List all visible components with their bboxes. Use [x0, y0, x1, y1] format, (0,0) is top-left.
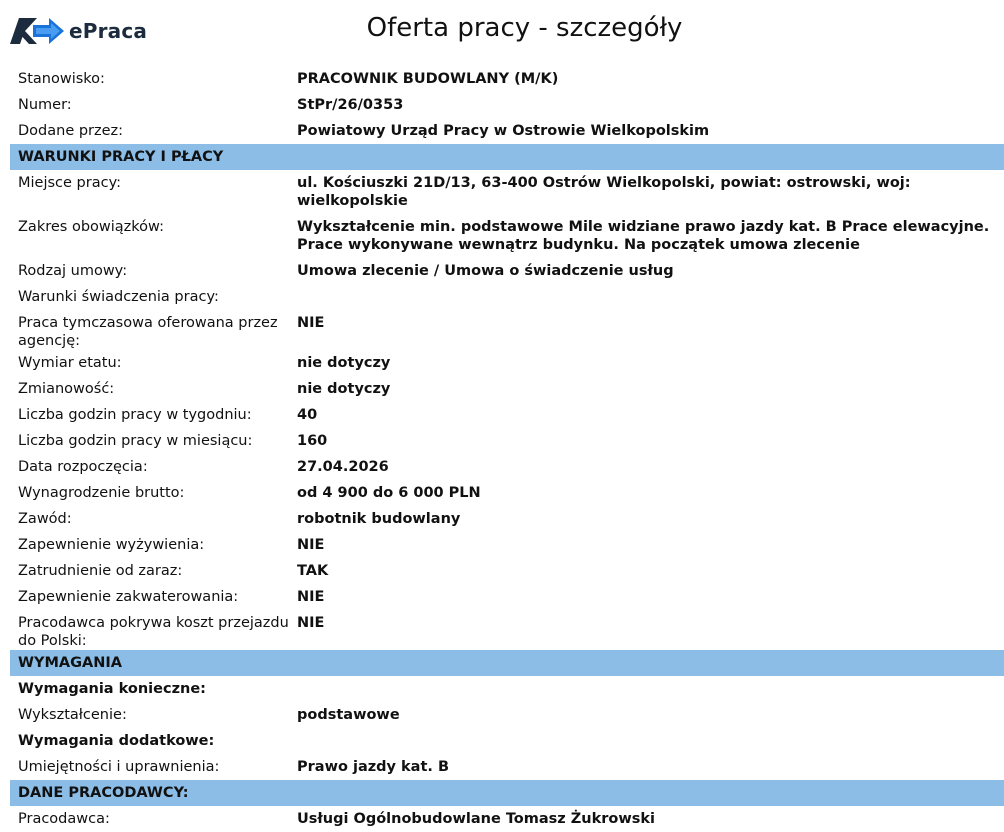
row-value: NIE: [297, 615, 325, 631]
section-header-wymagania: WYMAGANIA: [10, 650, 1004, 676]
logo-text: ePraca: [69, 19, 148, 43]
row-value: nie dotyczy: [297, 355, 391, 371]
detail-row-zakwaterowanie: [10, 584, 1004, 610]
detail-row-pracodawca: [10, 806, 1004, 832]
detail-row-zmianowosc: [10, 376, 1004, 402]
detail-row-godziny-tydzien: [10, 402, 1004, 428]
row-value: StPr/26/0353: [297, 97, 404, 113]
row-label: Pracodawca pokrywa koszt przejazdu do Polski:: [18, 615, 289, 649]
row-label: Warunki świadczenia pracy:: [18, 289, 219, 305]
row-value: 160: [297, 433, 328, 449]
detail-row-zakres-obowiazkow: [10, 214, 1004, 258]
section-header-dane-pracodawcy: DANE PRACODAWCY:: [10, 780, 1004, 806]
detail-row-wyzywienie: [10, 532, 1004, 558]
row-label: Wymiar etatu:: [18, 355, 122, 371]
detail-row-warunki-swiadczenia: [10, 284, 1004, 310]
row-value: Powiatowy Urząd Pracy w Ostrowie Wielkopolskim: [297, 123, 710, 139]
row-label: Zapewnienie zakwaterowania:: [18, 589, 239, 605]
row-label: Liczba godzin pracy w miesiącu:: [18, 433, 253, 449]
row-label: Liczba godzin pracy w tygodniu:: [18, 407, 252, 423]
page-header: [0, 0, 1004, 62]
row-label: Zakres obowiązków:: [18, 219, 164, 235]
detail-row-godziny-miesiac: [10, 428, 1004, 454]
page-title: Oferta pracy - szczegóły: [366, 13, 683, 43]
row-value: Prawo jazdy kat. B: [297, 759, 450, 775]
row-value: od 4 900 do 6 000 PLN: [297, 485, 481, 501]
subheading-wymagania-konieczne: [10, 676, 1004, 702]
row-label: Zapewnienie wyżywienia:: [18, 537, 205, 553]
detail-row-zatrudnienie-od-zaraz: [10, 558, 1004, 584]
row-label: Praca tymczasowa oferowana przez agencję:: [18, 315, 278, 349]
row-label: Zawód:: [18, 511, 72, 527]
detail-row-wynagrodzenie: [10, 480, 1004, 506]
subheading-label: Wymagania dodatkowe:: [18, 733, 215, 749]
row-label: Zmianowość:: [18, 381, 115, 397]
detail-row-praca-tymczasowa: [10, 310, 1004, 350]
row-value: Umowa zlecenie / Umowa o świadczenie usług: [297, 263, 674, 279]
row-value: NIE: [297, 537, 325, 553]
row-value: nie dotyczy: [297, 381, 391, 397]
row-label: Zatrudnienie od zaraz:: [18, 563, 183, 579]
offer-details: [10, 66, 1004, 832]
row-value: [297, 288, 1004, 310]
subheading-label: Wymagania konieczne:: [18, 681, 206, 697]
detail-row-numer: [10, 92, 1004, 118]
detail-row-koszt-przejazdu: [10, 610, 1004, 650]
row-value: NIE: [297, 315, 325, 331]
detail-row-zawod: [10, 506, 1004, 532]
row-label: Pracodawca:: [18, 811, 110, 827]
detail-row-miejsce-pracy: [10, 170, 1004, 214]
row-label: Data rozpoczęcia:: [18, 459, 148, 475]
section-header-warunki: WARUNKI PRACY I PŁACY: [10, 144, 1004, 170]
detail-row-rodzaj-umowy: [10, 258, 1004, 284]
row-label: Stanowisko:: [18, 71, 105, 87]
detail-row-umiejetnosci: [10, 754, 1004, 780]
row-label: Wynagrodzenie brutto:: [18, 485, 185, 501]
row-value: robotnik budowlany: [297, 511, 461, 527]
row-value: PRACOWNIK BUDOWLANY (M/K): [297, 71, 559, 87]
row-label: Rodzaj umowy:: [18, 263, 128, 279]
subheading-wymagania-dodatkowe: [10, 728, 1004, 754]
detail-row-wyksztalcenie: [10, 702, 1004, 728]
row-value: podstawowe: [297, 707, 400, 723]
row-label: Miejsce pracy:: [18, 175, 121, 191]
detail-row-wymiar-etatu: [10, 350, 1004, 376]
row-value: TAK: [297, 563, 329, 579]
row-value: ul. Kościuszki 21D/13, 63-400 Ostrów Wielkopolski, powiat: ostrowski, woj: wielkopolskie: [297, 175, 911, 209]
row-label: Dodane przez:: [18, 123, 124, 139]
row-value: Usługi Ogólnobudowlane Tomasz Żukrowski: [297, 811, 655, 827]
row-value: Wykształcenie min. podstawowe Mile widziane prawo jazdy kat. B Prace elewacyjne. Prace wykonywane wewnątrz budynku. Na początek umowa zlecenie: [297, 219, 990, 253]
detail-row-stanowisko: [10, 66, 1004, 92]
row-value: 40: [297, 407, 318, 423]
row-label: Wykształcenie:: [18, 707, 127, 723]
row-label: Umiejętności i uprawnienia:: [18, 759, 220, 775]
row-value: 27.04.2026: [297, 459, 389, 475]
row-label: Numer:: [18, 97, 72, 113]
row-value: NIE: [297, 589, 325, 605]
detail-row-dodane-przez: [10, 118, 1004, 144]
detail-row-data-rozpoczecia: [10, 454, 1004, 480]
